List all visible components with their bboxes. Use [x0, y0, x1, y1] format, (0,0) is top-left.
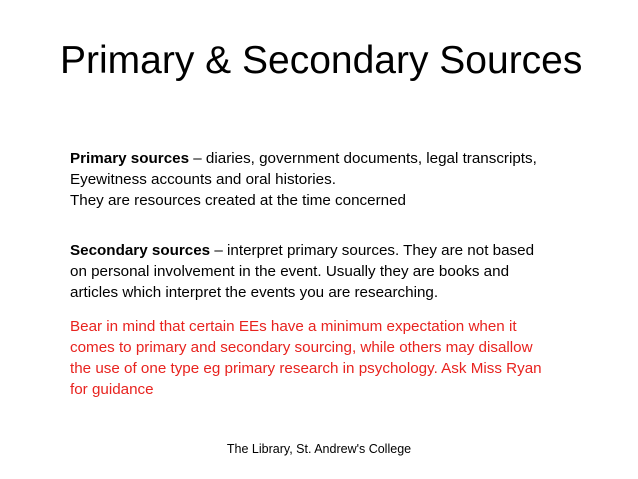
guidance-note — [70, 316, 615, 400]
guidance-note-line-3: the use of one type eg primary research in psychology. Ask Miss Ryan — [70, 360, 542, 377]
primary-sources-line-1 — [70, 148, 615, 169]
guidance-note-line-4: for guidance — [70, 381, 154, 398]
primary-sources-paragraph — [70, 148, 615, 211]
primary-sources-line-3: They are resources created at the time concerned — [70, 192, 406, 209]
secondary-sources-line-2: on personal involvement in the event. Usually they are books and — [70, 263, 510, 280]
guidance-note-line-2: comes to primary and secondary sourcing, while others may disallow — [70, 339, 533, 356]
secondary-sources-paragraph — [70, 240, 615, 303]
primary-sources-term: Primary sources — [70, 150, 190, 167]
secondary-sources-term: Secondary sources — [70, 242, 211, 259]
slide-footer: The Library, St. Andrew's College — [226, 442, 412, 456]
slide-title: Primary & Secondary Sources — [60, 39, 583, 82]
primary-sources-definition: – diaries, government documents, legal transcripts, — [189, 150, 537, 167]
secondary-sources-definition: – interpret primary sources. They are not based — [210, 242, 535, 259]
secondary-sources-line-1 — [70, 240, 615, 261]
guidance-note-line-1: Bear in mind that certain EEs have a minimum expectation when it — [70, 318, 517, 335]
primary-sources-line-2: Eyewitness accounts and oral histories. — [70, 171, 336, 188]
secondary-sources-line-3: articles which interpret the events you are researching. — [70, 284, 439, 301]
